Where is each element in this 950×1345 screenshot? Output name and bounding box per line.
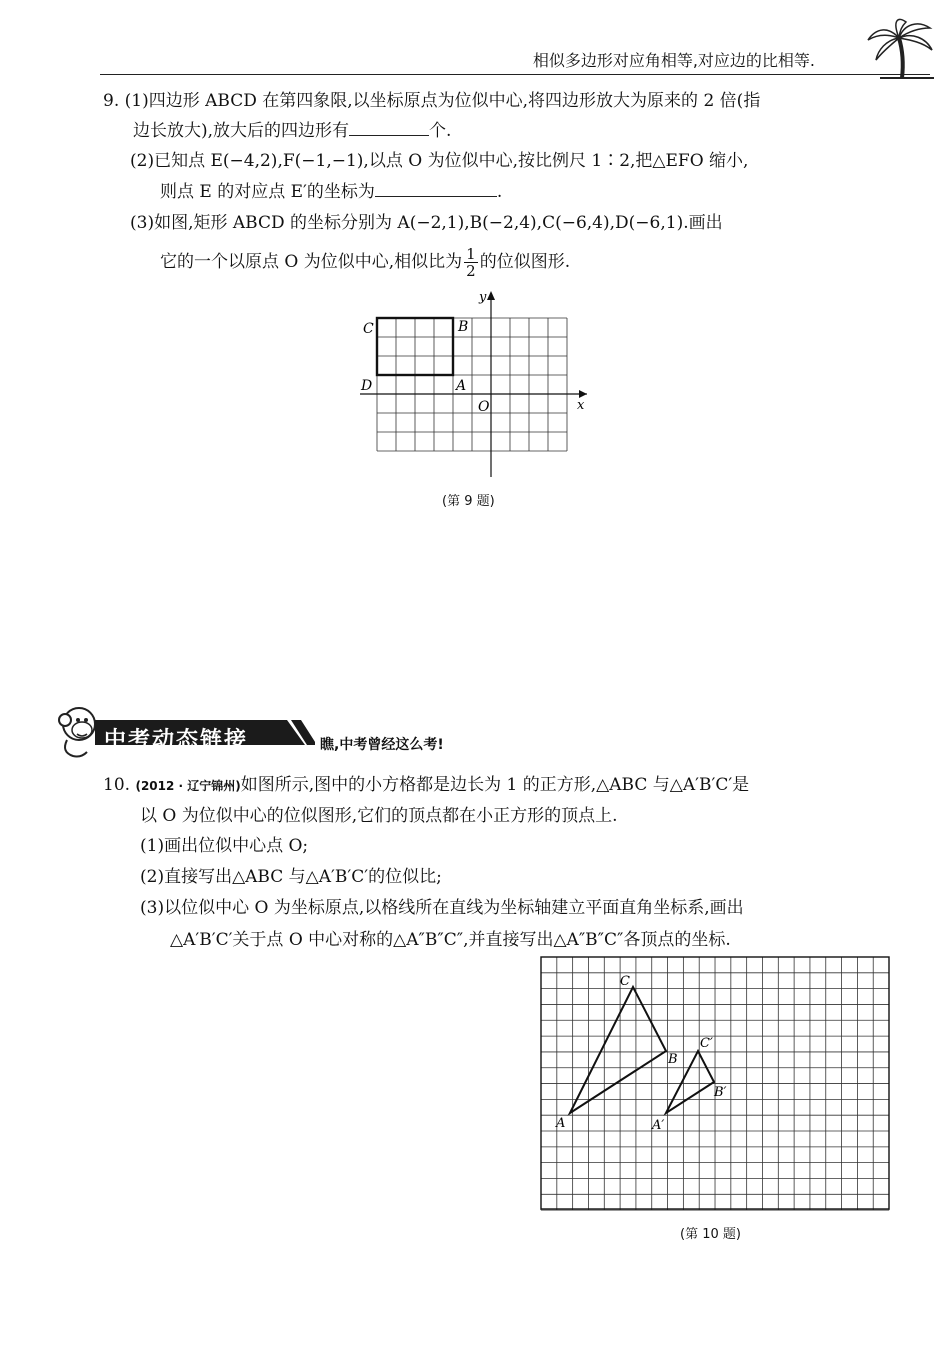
label-B-prime: B′ [714,1085,727,1100]
label-C-prime: C′ [700,1036,713,1051]
q9-number: 9. [103,91,120,111]
palm-tree-icon [866,18,936,80]
figure-10-caption: (第 10 题) [680,1227,741,1242]
q10-p3-line2: △A′B′C′关于点 O 中心对称的△A″B″C″,并直接写出△A″B″C″各顶点的坐标. [170,930,731,950]
q10-p2: (2)直接写出△ABC 与△A′B′C′的位似比; [140,867,442,887]
answer-blank-9-1[interactable] [349,117,429,136]
q9-p3-line2: 它的一个以原点 O 为位似中心,相似比为 $\frac{1}{2}$ 的位似图形. [160,245,571,280]
label-D: D [361,378,373,394]
label-B: B [458,319,469,335]
q10-p3-line1: (3)以位似中心 O 为坐标原点,以格线所在直线为坐标轴建立平面直角坐标系,画出 [140,898,744,918]
label-C: C [363,321,374,337]
label-A: A [556,1116,566,1131]
header-rule [100,74,930,75]
answer-blank-9-2[interactable] [375,178,497,197]
q9-p2-line2: 则点 E 的对应点 E′的坐标为 . [160,177,502,207]
q9-p3-line1: (3)如图,矩形 ABCD 的坐标分别为 A(−2,1),B(−2,4),C(−6,4),D(−6,1).画出 [130,213,723,233]
q9-p1-line2: 边长放大),放大后的四边形有 个. [133,116,451,146]
label-B: B [668,1052,678,1067]
page-header-text: 相似多边形对应角相等,对应边的比相等. [532,51,815,70]
q10-line2: 以 O 为位似中心的位似图形,它们的顶点都在小正方形的顶点上. [140,806,618,826]
q10-line1: 10. (2012 · 辽宁锦州)如图所示,图中的小方格都是边长为 1 的正方形,△ABC 与△A′B′C′是 [103,775,750,795]
label-x: x [577,398,585,413]
label-A: A [456,378,467,394]
figure-9-grid [355,285,595,485]
figure-9-caption: (第 9 题) [442,494,495,509]
q9-p1-line1: 9. (1)四边形 ABCD 在第四象限,以坐标原点为位似中心,将四边形放大为原来的 2 倍(指 [103,91,761,111]
label-A-prime: A′ [652,1118,665,1133]
figure-10-grid [538,955,892,1213]
label-C: C [620,974,630,989]
q10-p1: (1)画出位似中心点 O; [140,836,309,856]
monkey-icon [59,708,95,757]
ratio-fraction: $\frac{1}{2}$ [466,245,476,280]
q10-source: (2012 · 辽宁锦州) [135,779,241,793]
label-O: O [478,399,490,415]
banner-subtitle: 瞧,中考曾经这么考! [320,737,444,753]
banner-title: 中考动态链接 [104,728,249,753]
q10-number: 10. [103,775,131,795]
q9-p2-line1: (2)已知点 E(−4,2),F(−1,−1),以点 O 为位似中心,按比例尺 1∶2,把△EFO 缩小, [130,151,749,171]
label-y: y [479,290,487,305]
